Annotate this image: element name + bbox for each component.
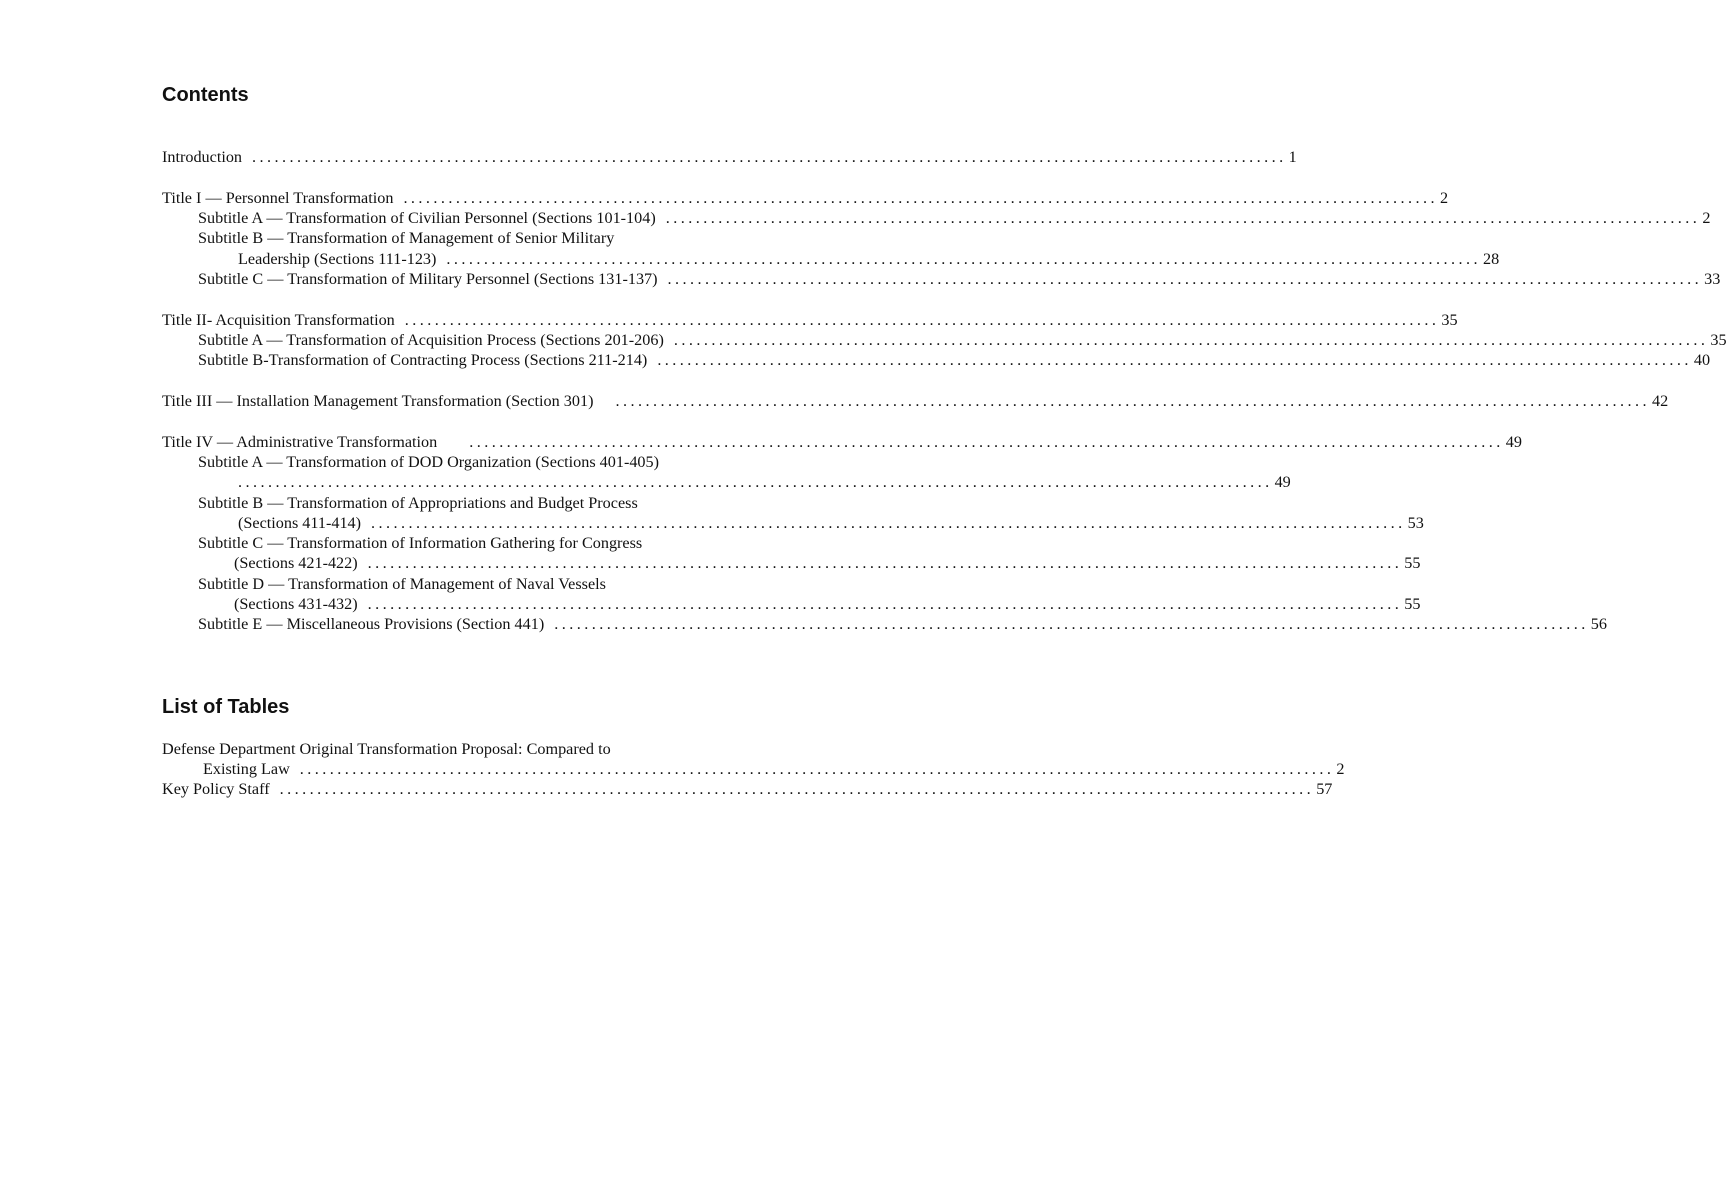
dot-leader: .......................................................................................................................................... [657,351,1692,369]
toc-entry-label: Leadership (Sections 111-123) [238,250,437,268]
dot-leader: .......................................................................................................................................... [371,514,1406,532]
toc-page-number: 57 [1316,780,1333,798]
toc-entry-title-1-subtitle-c[interactable] [162,269,1721,289]
toc-entry-title-2-subtitle-a[interactable] [162,330,1727,350]
toc-entry-title-4-subtitle-c-line1[interactable] [162,533,758,553]
toc-entry-title-2-subtitle-b[interactable] [162,350,1711,370]
toc-page-number: 40 [1693,351,1711,369]
toc-entry-label: Subtitle C — Transformation of Military Personnel (Sections 131-137) [198,270,658,288]
toc-entry-title-4-subtitle-a-line1[interactable] [162,452,758,472]
toc-page-number: 55 [1404,554,1421,572]
toc-entry-title-4-subtitle-a-line2[interactable] [162,472,1291,492]
toc-entry-title-4-subtitle-d-line2[interactable] [162,594,1421,614]
toc-entry-label: Subtitle B-Transformation of Contracting Process (Sections 211-214) [198,351,648,369]
toc-entry-title-4-subtitle-e[interactable] [162,614,1607,634]
toc-entry-label: Title I — Personnel Transformation [162,189,394,207]
toc-page-number: 55 [1404,595,1421,613]
toc-entry-label: Title IV — Administrative Transformation [162,433,438,451]
toc-entry-label: Subtitle D — Transformation of Management of Naval Vessels [198,575,606,593]
list-of-tables-heading: List of Tables [162,696,290,718]
toc-page-number: 28 [1482,250,1500,268]
toc-entry-label: Defense Department Original Transformation Proposal: Compared to [162,740,611,758]
dot-leader: .......................................................................................................................................... [367,595,1403,613]
toc-page-number: 49 [1274,473,1291,491]
dot-leader: .......................................................................................................................................... [469,433,1504,451]
dot-leader: .......................................................................................................................................... [446,250,1481,268]
dot-leader: .......................................................................................................................................... [615,392,1651,410]
toc-entry-title-2[interactable] [162,310,1458,330]
toc-page-number: 35 [1441,311,1458,329]
toc-page-number: 2 [1336,760,1345,778]
toc-page-number: 56 [1590,615,1607,633]
dot-leader: .......................................................................................................................................... [279,780,1315,798]
tables-entry-1-line1[interactable] [162,739,758,759]
toc-entry-title-1-subtitle-a[interactable] [162,208,1711,228]
toc-entry-label: Subtitle A — Transformation of Civilian Personnel (Sections 101-104) [198,209,656,227]
toc-entry-label: Title III — Installation Management Transformation (Section 301) [162,392,594,410]
toc-entry-title-1-subtitle-b-line2[interactable] [162,249,1500,269]
dot-leader: .......................................................................................................................................... [554,615,1589,633]
toc-page-number: 33 [1704,270,1721,288]
contents-heading: Contents [162,84,249,106]
toc-entry-title-1[interactable] [162,188,1449,208]
toc-entry-label: Existing Law [203,760,290,778]
toc-entry-title-4-subtitle-b-line1[interactable] [162,493,758,513]
toc-entry-label: Subtitle E — Miscellaneous Provisions (Section 441) [198,615,545,633]
toc-entry-introduction[interactable] [162,147,1297,167]
toc-page-number: 1 [1288,148,1297,166]
dot-leader: .......................................................................................................................................... [403,189,1439,207]
dot-leader: .......................................................................................................................................... [367,554,1403,572]
toc-entry-title-4-subtitle-d-line1[interactable] [162,574,758,594]
dot-leader: .......................................................................................................................................... [404,311,1440,329]
toc-entry-title-3[interactable] [162,391,1669,411]
toc-entry-label: Subtitle B — Transformation of Appropriations and Budget Process [198,494,638,512]
dot-leader: .......................................................................................................................................... [252,148,1287,166]
toc-page-number: 49 [1505,433,1522,451]
toc-page-number: 53 [1407,514,1424,532]
tables-entry-2[interactable] [162,779,1333,799]
toc-entry-label: Key Policy Staff [162,780,270,798]
dot-leader: .......................................................................................................................................... [667,270,1703,288]
toc-entry-label: Subtitle C — Transformation of Information Gathering for Congress [198,534,643,552]
dot-leader: .......................................................................................................................................... [665,209,1701,227]
dot-leader: .......................................................................................................................................... [238,473,1273,491]
toc-page-number: 35 [1710,331,1727,349]
toc-entry-label: (Sections 411-414) [238,514,362,532]
toc-entry-label: (Sections 421-422) [234,554,358,572]
toc-page-number: 2 [1440,189,1449,207]
toc-entry-label: Subtitle A — Transformation of DOD Organization (Sections 401-405) [198,453,660,471]
toc-entry-title-4-subtitle-c-line2[interactable] [162,553,1421,573]
tables-entry-1-line2[interactable] [162,759,1345,779]
toc-entry-title-1-subtitle-b-line1[interactable] [162,228,758,248]
toc-entry-label: Introduction [162,148,243,166]
toc-entry-label: Title II- Acquisition Transformation [162,311,395,329]
toc-entry-label: Subtitle B — Transformation of Management of Senior Military [198,229,615,247]
dot-leader: .......................................................................................................................................... [299,760,1335,778]
toc-entry-label: (Sections 431-432) [234,595,358,613]
dot-leader: .......................................................................................................................................... [673,331,1709,349]
toc-entry-title-4-subtitle-b-line2[interactable] [162,513,1424,533]
toc-entry-label: Subtitle A — Transformation of Acquisition Process (Sections 201-206) [198,331,664,349]
toc-page-number: 2 [1702,209,1711,227]
toc-page-number: 42 [1652,392,1669,410]
toc-entry-title-4[interactable] [162,432,1522,452]
